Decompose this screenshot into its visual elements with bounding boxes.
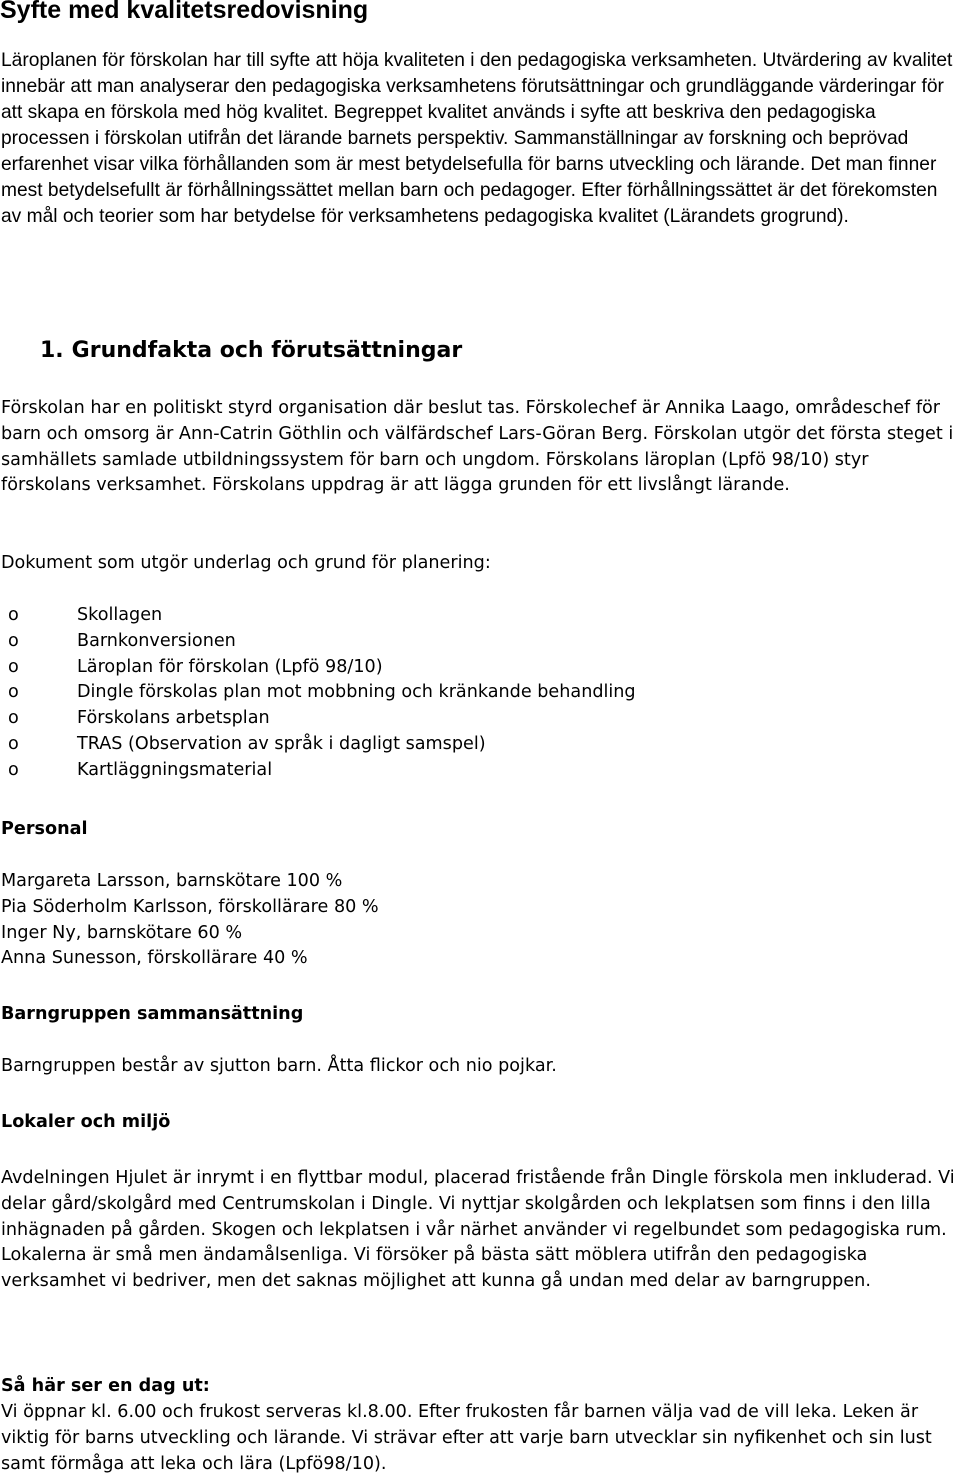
list-item-label: Barnkonversionen [77,630,236,651]
bullet-icon: o [8,708,19,729]
staff-item: Margareta Larsson, barnskötare 100 % [1,871,343,891]
list-item-label: TRAS (Observation av språk i dagligt samspel) [77,733,486,754]
list-item [1,603,636,629]
list-item [1,680,636,706]
staff-item: Anna Sunesson, förskollärare 40 % [1,948,308,969]
dagen-paragraph: Vi öppnar kl. 6.00 och frukost serveras kl.8.00. Efter frukosten får barnen välja vad de vill leka. Leken är viktig för barns utveckling och lärande. Vi strävar efter att varje barn utvecklar sin nyfikenhet och sin lust samt förmåga att leka och lära (Lpfö98/10). [1,1402,932,1474]
section-number: 1. [40,338,64,363]
list-item-label: Skollagen [77,605,163,625]
bullet-icon: o [8,733,19,754]
bullet-icon: o [8,682,19,703]
list-item [1,629,636,655]
staff-item: Pia Söderholm Karlsson, förskollärare 80 % [1,896,379,917]
page-title: Syfte med kvalitetsredovisning [0,0,369,24]
dagen-heading: Så här ser en dag ut: [1,1376,210,1396]
list-item-label: Läroplan för förskolan (Lpfö 98/10) [77,656,383,677]
grundfakta-paragraph: Förskolan har en politiskt styrd organisation där beslut tas. Förskolechef är Annika Laago, områdeschef för barn och omsorg är Ann-Catrin Göthlin och välfärdschef Lars-Göran Berg. Förskolan utgör det första steget i samhällets samlade utbildningssystem för barn och ungdom. Förskolans läroplan (Lpfö 98/10) styr förskolans verksamhet. Förskolans uppdrag är att lägga grunden för ett livslångt lärande. [1,398,954,496]
section-heading-grundfakta [40,336,462,366]
list-item-label: Förskolans arbetsplan [77,708,270,729]
list-item [1,732,636,758]
staff-list [1,869,379,972]
section-title: Grundfakta och förutsättningar [71,338,463,363]
bullet-icon: o [8,630,19,651]
lokaler-paragraph: Avdelningen Hjulet är inrymt i en flyttbar modul, placerad fristående från Dingle förskola men inkluderad. Vi delar gård/skolgård med Centrumskolan i Dingle. Vi nyttjar skolgården och lekplatsen som finns i den lilla inhägnaden på gården. Skogen och lekplatsen i vår närhet använder vi regelbundet som pedagogiska rum. Lokalerna är små men ändamålsenliga. Vi försöker på bästa sätt möblera utifrån den pedagogiska verksamhet vi bedriver, men det saknas möjlighet att kunna gå undan med delar av barngruppen. [1,1168,955,1292]
list-item [1,706,636,732]
barngruppen-paragraph: Barngruppen består av sjutton barn. Åtta flickor och nio pojkar. [1,1056,557,1076]
bullet-icon: o [8,759,19,780]
bullet-icon: o [8,605,19,625]
staff-item: Inger Ny, barnskötare 60 % [1,922,243,943]
bullet-icon: o [8,656,19,677]
barngruppen-heading: Barngruppen sammansättning [1,1004,304,1024]
personal-heading: Personal [1,819,88,839]
list-item [1,758,636,784]
documents-intro: Dokument som utgör underlag och grund för planering: [1,553,491,573]
list-item-label: Dingle förskolas plan mot mobbning och kränkande behandling [77,682,636,703]
lokaler-heading: Lokaler och miljö [1,1112,171,1132]
list-item-label: Kartläggningsmaterial [77,759,273,780]
documents-list [1,603,636,784]
list-item [1,655,636,681]
intro-paragraph: Läroplanen för förskolan har till syfte att höja kvaliteten i den pedagogiska verksamheten. Utvärdering av kvalitet innebär att man analyserar den pedagogiska verksamhetens förutsättningar och grundläggande värderingar för att skapa en förskola med hög kvalitet. Begreppet kvalitet används i syfte att beskriva den pedagogiska processen i förskolan utifrån det lärande barnets perspektiv. Sammanställningar av forskning och beprövad erfarenhet visar vilka förhållanden som är mest betydelsefulla för barns utveckling och lärande. Det man finner mest betydelsefullt är förhållningssättet mellan barn och pedagoger. Efter förhållningssättet är det förekomsten av mål och teorier som har betydelse för verksamhetens pedagogiska kvalitet (Lärandets grogrund). [1,50,953,227]
